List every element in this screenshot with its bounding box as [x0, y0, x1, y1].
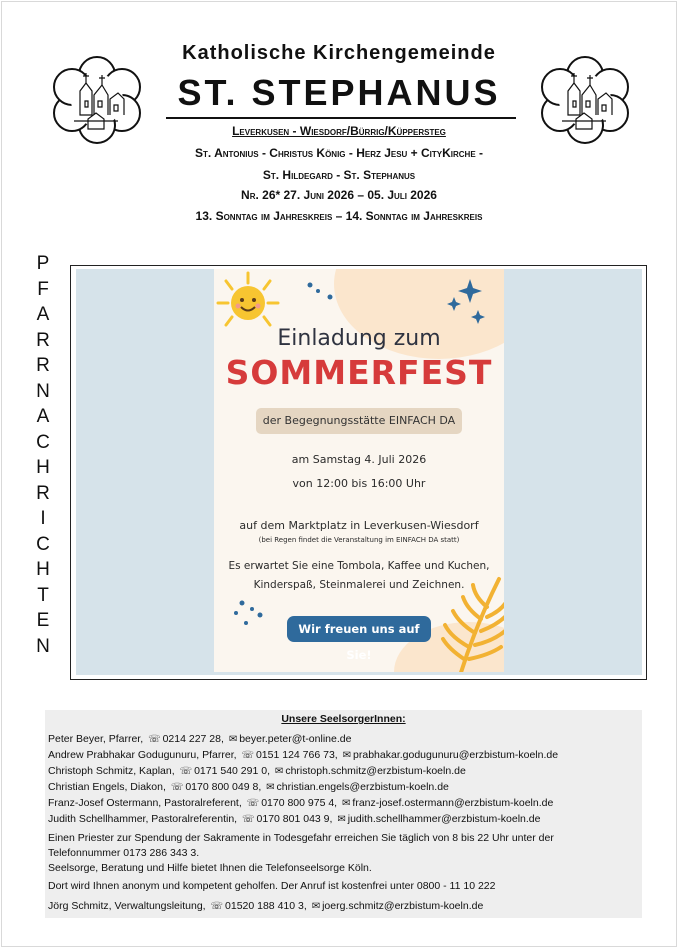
vertical-label-letter: T	[37, 584, 49, 606]
poster-date: am Samstag 4. Juli 2026	[291, 453, 427, 466]
poster-invitation: Einladung zum	[277, 326, 441, 351]
email-icon: ✉	[228, 734, 238, 745]
email-icon: ✉	[342, 798, 351, 809]
contact-email[interactable]: franz-josef.ostermann@erzbistum-koeln.de	[352, 797, 554, 809]
priest-emergency-phone: Telefonnummer 0173 286 343 3.	[48, 847, 200, 859]
phone-icon: ☏	[241, 750, 254, 761]
contact-phone: 0171 540 291 0,	[194, 765, 270, 777]
phone-icon: ☏	[246, 798, 260, 809]
contacts-box	[45, 710, 642, 918]
contact-name: Christoph Schmitz, Kaplan,	[48, 765, 175, 777]
vertical-label-letter: I	[40, 508, 46, 529]
poster-expect-line-2: Kinderspaß, Steinmalerei und Zeichnen.	[253, 579, 465, 591]
vertical-label-letter: N	[36, 635, 50, 657]
sparkle-stars-icon	[442, 277, 502, 327]
contact-email[interactable]: joerg.schmitz@erzbistum-koeln.de	[322, 900, 484, 912]
title-underline	[166, 117, 516, 119]
issue-date-range: Nr. 26* 27. Juni 2026 – 05. Juli 2026	[241, 188, 437, 202]
header-locations: Leverkusen - Wiesdorf/Bürrig/Küppersteg	[232, 124, 446, 138]
contact-phone: 0170 800 049 8,	[185, 781, 262, 793]
poster-time: von 12:00 bis 16:00 Uhr	[292, 477, 426, 490]
telefonseelsorge-note: Seelsorge, Beratung und Hilfe bietet Ihnen die Telefonseelsorge Köln.	[48, 862, 372, 874]
vertical-label-letter: C	[36, 533, 50, 555]
contact-phone: 01520 188 410 3,	[225, 900, 307, 912]
contact-row	[48, 813, 541, 825]
vertical-label-letter: A	[36, 406, 50, 427]
email-icon: ✉	[342, 750, 352, 761]
vertical-label-letter: H	[36, 457, 50, 478]
contact-row	[48, 733, 351, 745]
dots-decor-icon	[304, 277, 344, 307]
header-churches-2: St. Hildegard - St. Stephanus	[262, 168, 416, 182]
contact-email[interactable]: prabhakar.godugunuru@erzbistum-koeln.de	[353, 749, 559, 761]
phone-icon: ☏	[179, 766, 193, 777]
vertical-label-letter: C	[36, 431, 50, 453]
contact-phone: 0214 227 28,	[162, 733, 224, 745]
header-churches-1: St. Antonius - Christus König - Herz Jesu + CityKirche -	[195, 146, 483, 160]
liturgical-sundays: 13. Sonntag im Jahreskreis – 14. Sonntag im Jahreskreis	[195, 209, 483, 223]
vertical-label-letter: H	[36, 559, 50, 580]
phone-icon: ☏	[148, 734, 161, 745]
contact-phone: 0151 124 766 73,	[255, 749, 338, 761]
poster-venue: der Begegnungsstätte EINFACH DA	[262, 414, 456, 427]
poster-place: auf dem Marktplatz in Leverkusen-Wiesdorf	[239, 519, 479, 532]
vertical-label-letter: E	[36, 610, 50, 631]
pfarrnachrichten-vertical-label	[34, 251, 52, 659]
vertical-label-letter: R	[36, 355, 50, 376]
email-icon: ✉	[274, 766, 284, 777]
sommerfest-poster	[214, 269, 504, 672]
phone-icon: ☏	[210, 901, 224, 912]
poster-rain-note: (bei Regen findet die Veranstaltung im EINFACH DA statt)	[258, 536, 460, 544]
contact-name: Franz-Josef Ostermann, Pastoralreferent,	[48, 797, 242, 809]
vertical-label-letter: F	[37, 278, 49, 300]
parish-title: ST. STEPHANUS	[177, 72, 501, 113]
contact-row	[48, 781, 449, 793]
contact-name: Christian Engels, Diakon,	[48, 781, 166, 793]
email-icon: ✉	[311, 901, 321, 912]
vertical-label-letter: A	[36, 304, 50, 325]
vertical-label-letter: N	[36, 380, 50, 402]
contact-row	[48, 749, 558, 761]
contact-name: Jörg Schmitz, Verwaltungsleitung,	[48, 900, 206, 912]
poster-title: SOMMERFEST	[225, 353, 493, 392]
telefonseelsorge-number: Dort wird Ihnen anonym und kompetent geholfen. Der Anruf ist kostenfrei unter 0800 - 11 10 222	[48, 880, 496, 892]
poster-expect-line-1: Es erwartet Sie eine Tombola, Kaffee und Kuchen,	[228, 560, 490, 572]
contact-email[interactable]: christian.engels@erzbistum-koeln.de	[276, 781, 449, 793]
contact-row	[48, 797, 553, 809]
contact-email[interactable]: christoph.schmitz@erzbistum-koeln.de	[285, 765, 466, 777]
vertical-label-letter: R	[36, 329, 50, 351]
dots-decor-icon	[232, 599, 272, 639]
contact-name: Andrew Prabhakar Godugunuru, Pfarrer,	[48, 749, 237, 761]
admin-contact-row	[48, 900, 483, 912]
contact-phone: 0170 801 043 9,	[256, 813, 333, 825]
contact-phone: 0170 800 975 4,	[261, 797, 338, 809]
parish-kicker: Katholische Kirchengemeinde	[182, 42, 496, 64]
phone-icon: ☏	[170, 782, 184, 793]
email-icon: ✉	[337, 814, 346, 825]
contacts-heading: Unsere SeelsorgerInnen:	[281, 713, 406, 725]
contact-row	[48, 765, 466, 777]
phone-icon: ☏	[242, 814, 255, 825]
vertical-label-letter: P	[36, 253, 50, 274]
contact-name: Peter Beyer, Pfarrer,	[48, 733, 144, 745]
contact-email[interactable]: beyer.peter@t-online.de	[239, 733, 352, 745]
vertical-label-letter: R	[36, 482, 50, 504]
contact-name: Judith Schellhammer, Pastoralreferentin,	[48, 813, 238, 825]
contact-email[interactable]: judith.schellhammer@erzbistum-koeln.de	[347, 813, 541, 825]
priest-emergency-note: Einen Priester zur Spendung der Sakramente in Todesgefahr erreichen Sie täglich von 8 bis 22 Uhr unter der	[48, 832, 554, 844]
email-icon: ✉	[266, 782, 275, 793]
poster-cta-banner: Wir freuen uns auf Sie!	[287, 616, 431, 642]
